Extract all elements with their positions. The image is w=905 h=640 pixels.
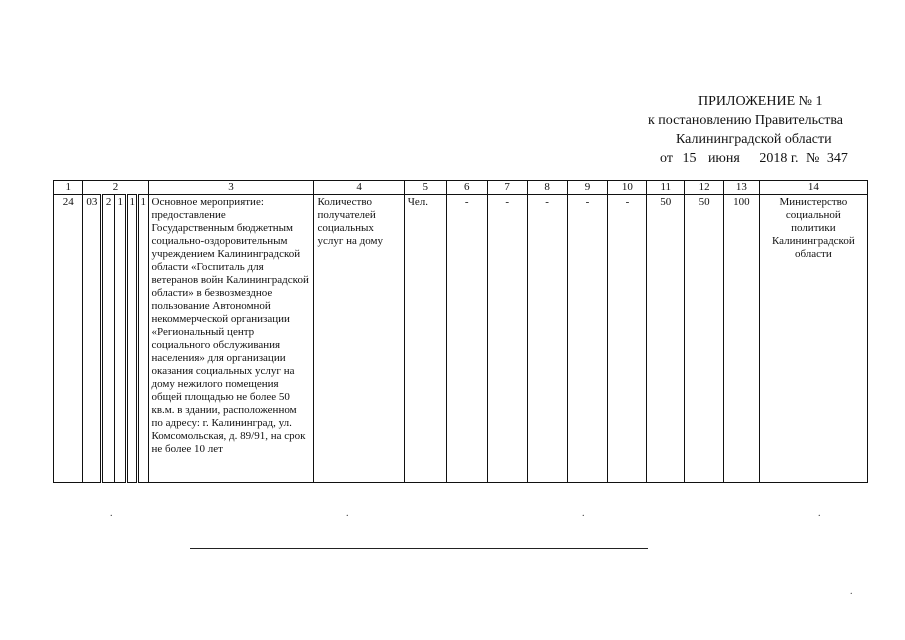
date-number-sign: № (806, 151, 820, 166)
scan-speck: . (850, 586, 853, 597)
value-cell: - (487, 195, 527, 483)
column-number: 6 (446, 181, 487, 195)
column-number: 12 (685, 181, 724, 195)
appendix-header (600, 92, 890, 168)
column-number-row (54, 181, 868, 195)
scan-speck: . (818, 508, 821, 519)
code-part: 2 (102, 195, 115, 483)
date-year: 2018 г. (759, 151, 799, 166)
value-cell: 100 (724, 195, 760, 483)
table-row (54, 195, 868, 483)
column-number: 8 (527, 181, 567, 195)
indicator-name: Количество получателей социальных услуг на дому (314, 195, 404, 483)
column-number: 3 (148, 181, 314, 195)
date-day: 15 (682, 151, 697, 166)
document-number: 347 (826, 151, 848, 166)
appendix-subtitle: к постановлению Правительства (648, 113, 844, 128)
column-number: 4 (314, 181, 404, 195)
column-number: 13 (724, 181, 760, 195)
end-of-document-line (190, 548, 648, 549)
column-number: 1 (54, 181, 83, 195)
code-part: 1 (127, 195, 138, 483)
responsible-executor: Министерство социальной политики Калининградской области (759, 195, 867, 483)
date-month: июня (707, 151, 740, 166)
measure-description: Основное мероприятие: предоставление Государственным бюджетным социально-оздоровительным учреждением Калининградской области «Госпиталь для ветеранов войн Калининградской области» в безвозмездное пользование Автономной некоммерческой организации «Региональный центр социального обслуживания населения» для организации оказания социальных услуг на дому нежилого помещения общей площадью не более 50 кв.м. в здании, расположенном по адресу: г. Калининград, ул. Комсомольская, д. 89/91, на срок не более 10 лет (148, 195, 314, 483)
value-cell: 50 (685, 195, 724, 483)
code-part: 03 (83, 195, 102, 483)
appendix-date-line (600, 149, 890, 168)
appendix-title: ПРИЛОЖЕНИЕ № 1 (698, 94, 823, 109)
scan-speck: . (346, 508, 349, 519)
scan-speck: . (110, 508, 113, 519)
column-number: 9 (567, 181, 608, 195)
value-cell: - (527, 195, 567, 483)
value-cell: - (446, 195, 487, 483)
value-cell: 50 (647, 195, 685, 483)
code-part: 1 (114, 195, 127, 483)
column-number: 14 (759, 181, 867, 195)
value-cell: - (608, 195, 647, 483)
column-number: 2 (83, 181, 148, 195)
measures-table (53, 180, 868, 483)
appendix-region: Калининградской области (676, 132, 832, 147)
column-number: 7 (487, 181, 527, 195)
row-number: 24 (54, 195, 83, 483)
unit: Чел. (404, 195, 446, 483)
date-prefix: от (660, 151, 673, 166)
code-part: 1 (137, 195, 148, 483)
column-number: 11 (647, 181, 685, 195)
scan-speck: . (582, 508, 585, 519)
column-number: 5 (404, 181, 446, 195)
column-number: 10 (608, 181, 647, 195)
value-cell: - (567, 195, 608, 483)
